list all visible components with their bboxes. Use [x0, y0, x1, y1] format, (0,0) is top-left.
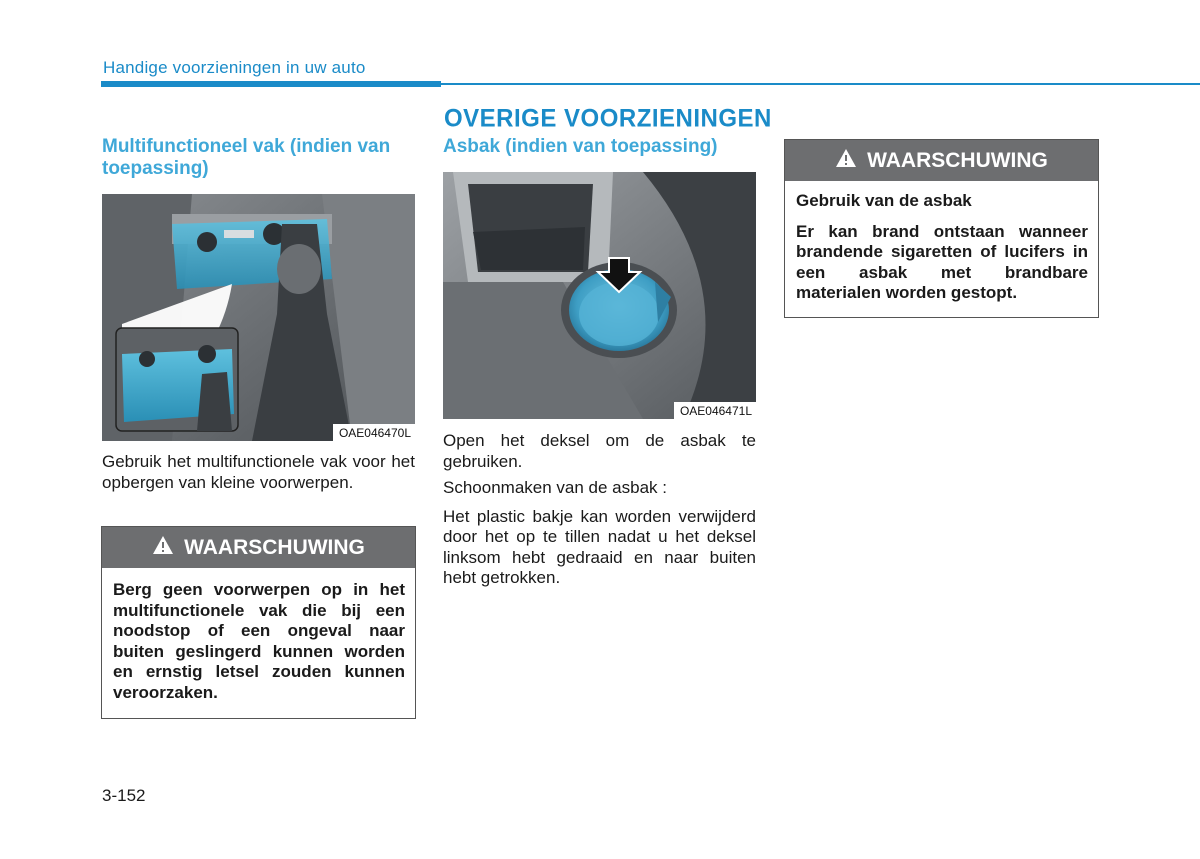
ashtray-description — [443, 431, 756, 595]
header-rule-thin — [441, 83, 1200, 85]
header-rule-thick — [101, 81, 441, 87]
warning-text: Er kan brand ontstaan wanneer brandende sigaretten of lucifers in een asbak met brandbare materialen worden gestopt. — [796, 221, 1088, 302]
warning-label: WAARSCHUWING — [867, 148, 1048, 172]
warning-label: WAARSCHUWING — [184, 535, 365, 559]
running-header: Handige voorzieningen in uw auto — [103, 58, 366, 77]
warning-box-ashtray — [784, 139, 1099, 318]
ashtray-paragraph: Open het deksel om de asbak te gebruiken. — [443, 431, 756, 471]
section-heading: OVERIGE VOORZIENINGEN — [444, 104, 772, 133]
multifunction-tray-photo — [102, 194, 415, 441]
warning-header — [102, 527, 415, 568]
warning-triangle-icon — [835, 148, 857, 174]
page-number: 3-152 — [102, 786, 146, 805]
ashtray-illustration — [443, 172, 756, 419]
warning-subtitle: Gebruik van de asbak — [796, 191, 972, 210]
warning-triangle-icon — [152, 535, 174, 561]
multifunction-tray-title: Multifunctioneel vak (indien van toepassing) — [102, 136, 391, 179]
ashtray-paragraph: Schoonmaken van de asbak : — [443, 478, 667, 497]
multifunction-tray-description: Gebruik het multifunctionele vak voor het opbergen van kleine voorwerpen. — [102, 452, 415, 492]
ashtray-title: Asbak (indien van toepassing) — [443, 136, 718, 157]
image-code: OAE046470L — [333, 424, 415, 441]
warning-text: Berg geen voorwerpen op in het multifunctionele vak die bij een noodstop of een ongeval naar buiten geslingerd kunnen worden en ernstig letsel zouden kunnen veroorzaken. — [113, 580, 405, 702]
image-code: OAE046471L — [674, 402, 756, 419]
console-illustration — [102, 194, 415, 441]
warning-box-tray — [101, 526, 416, 719]
ashtray-photo — [443, 172, 756, 419]
ashtray-paragraph: Het plastic bakje kan worden verwijderd door het op te tillen nadat u het deksel linksom hebt gedraaid en naar buiten hebt getrokken. — [443, 506, 756, 587]
warning-header — [785, 140, 1098, 181]
